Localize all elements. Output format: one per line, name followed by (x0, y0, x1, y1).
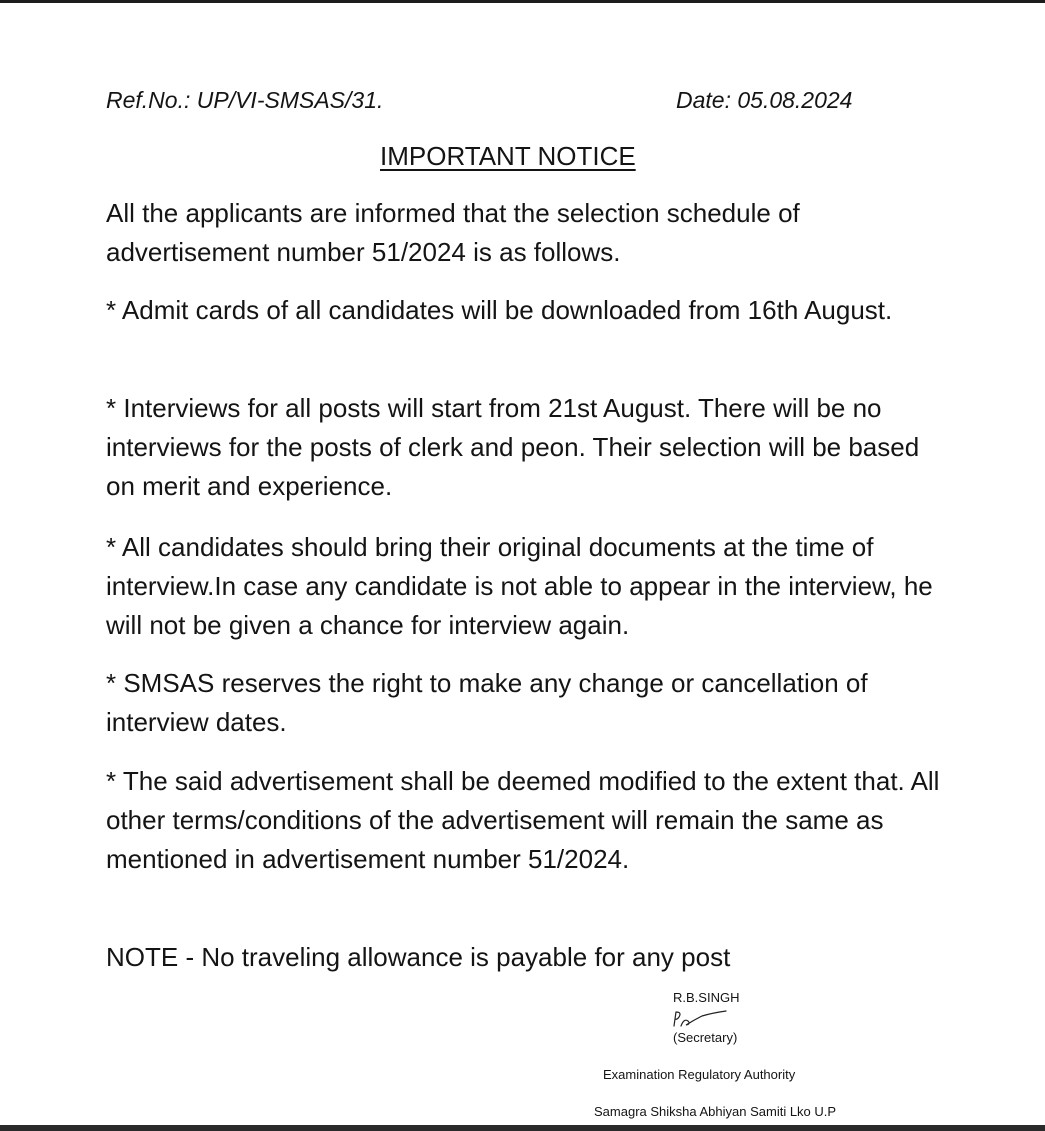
signatory-role: (Secretary) (673, 1030, 738, 1045)
notice-title: IMPORTANT NOTICE (380, 141, 636, 171)
bottom-edge-line (0, 1125, 1045, 1131)
documents-paragraph: * All candidates should bring their original documents at the time of interview.In case any candidate is not able to appear in the interview, he will not be given a chance for interview again. (106, 532, 933, 640)
interview-schedule-paragraph: * Interviews for all posts will start from 21st August. There will be no interviews for the posts of clerk and peon. Their selection will be based on merit and experience. (106, 393, 920, 501)
authority-name: Examination Regulatory Authority (603, 1067, 796, 1082)
admit-card-paragraph: * Admit cards of all candidates will be downloaded from 16th August. (106, 295, 893, 325)
reference-number: Ref.No.: UP/VI-SMSAS/31. (106, 87, 384, 113)
modification-paragraph: * The said advertisement shall be deemed modified to the extent that. All other terms/conditions of the advertisement will remain the same as mentioned in advertisement number 51/2024. (106, 766, 940, 874)
organization-name: Samagra Shiksha Abhiyan Samiti Lko U.P (594, 1104, 837, 1119)
notice-date: Date: 05.08.2024 (676, 87, 853, 113)
handwritten-signature (672, 1006, 732, 1030)
signatory-name: R.B.SINGH (673, 990, 740, 1005)
rights-paragraph: * SMSAS reserves the right to make any change or cancellation of interview dates. (106, 668, 868, 737)
top-edge-line (0, 0, 1045, 3)
note-paragraph: NOTE - No traveling allowance is payable for any post (106, 942, 731, 972)
intro-paragraph: All the applicants are informed that the selection schedule of advertisement number 51/2024 is as follows. (106, 198, 800, 267)
